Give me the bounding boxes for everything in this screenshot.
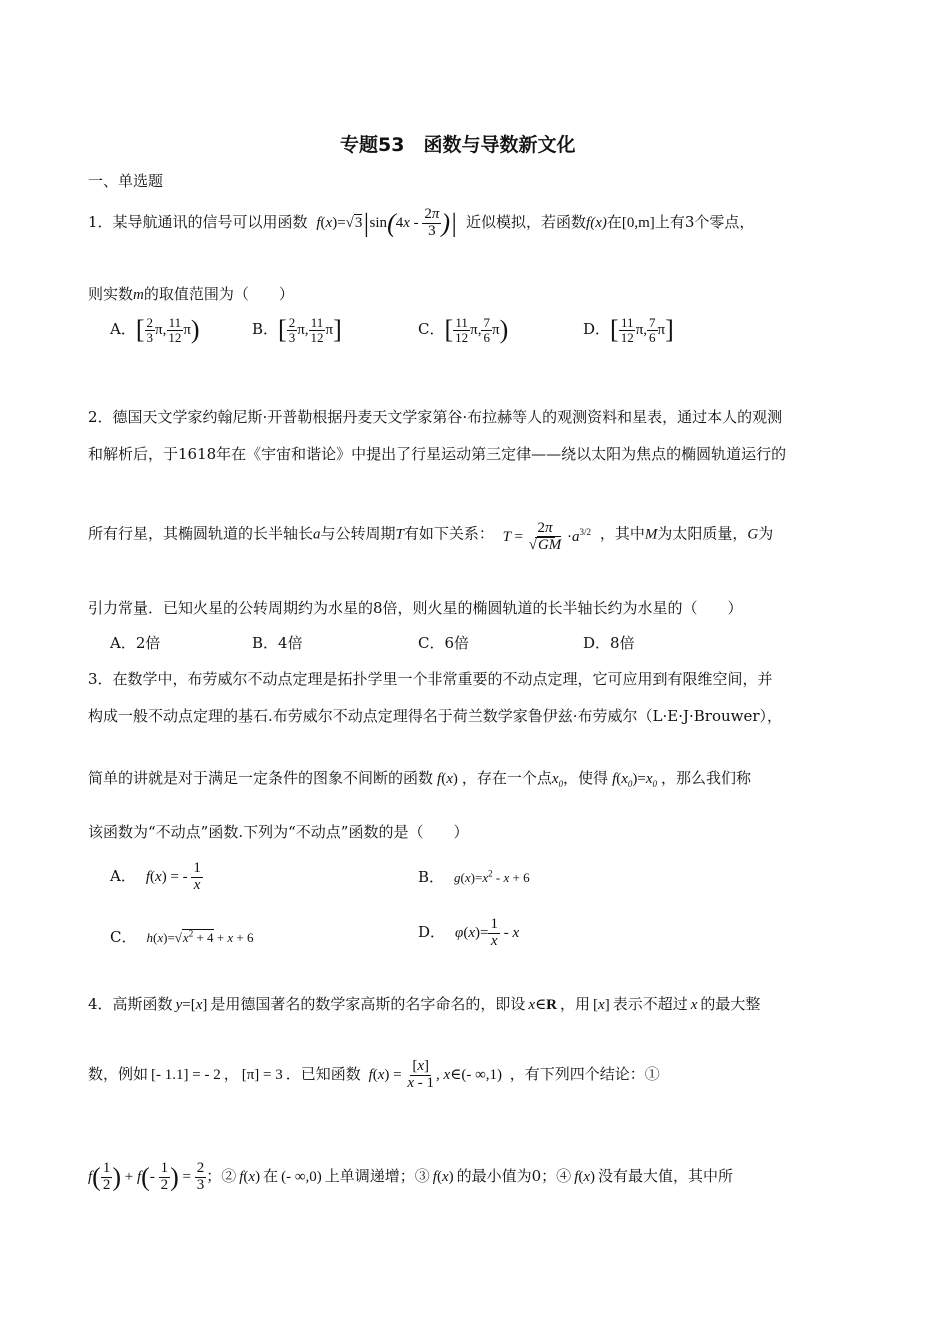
question-4-line-3: f( $\frac{1}{2}$ ) + f(- $\frac{1}{2}$ ) = $\frac{2}{3}$ ；② f(x) 在 (- ∞,0) 上单调递增；③ f(x) 的最小值为0；④ f(x) 没有最大值，其中所 xyxy=(88,1160,734,1194)
question-1-line-2: 则实数m的取值范围为（ ） xyxy=(88,285,294,303)
question-1-line-1: 1．某导航通讯的信号可以用函数 f(x)=√3|sin(4x - $\frac{2\pi}{3}$ )| 近似模拟，若函数f(x)在[0,m]上有3个零点， xyxy=(88,202,754,243)
q1-option-d[interactable]: D．[ $\frac{11}{12}$ π, $\frac{7}{6}$ π] xyxy=(583,315,674,345)
question-3-line-3: 简单的讲就是对于满足一定条件的图象不间断的函数 f(x) ，存在一个点$x_0$，使得 $f(x_0)=x_0$ ，那么我们称 xyxy=(88,769,752,789)
question-1-options xyxy=(110,316,870,362)
question-3-line-2: 构成一般不动点定理的基石.布劳威尔不动点定理得名于荷兰数学家鲁伊兹·布劳威尔（L·E·J·Brouwer）， xyxy=(88,707,783,725)
q2-kepler-formula: T = $\frac{2\pi}{√GM}$ $\cdot a^{3/2}$ xyxy=(502,520,592,554)
question-1-number: 1． xyxy=(88,213,113,231)
q1-option-b[interactable]: B．[ $\frac{2}{3}$ π, $\frac{11}{12}$ π] xyxy=(252,315,342,345)
q1-option-c[interactable]: C．[ $\frac{11}{12}$ π, $\frac{7}{6}$ π) xyxy=(418,315,509,345)
section-heading: 一、单选题 xyxy=(88,172,164,190)
question-2-line-2: 和解析后，于1618年在《宇宙和谐论》中提出了行星运动第三定律——绕以太阳为焦点的椭圆轨道运行的 xyxy=(88,445,787,463)
q1-function-formula: f(x)=√3|sin(4x - $\frac{2\pi}{3}$ )| xyxy=(316,206,458,240)
q2-option-d[interactable]: D．8倍 xyxy=(583,634,635,652)
q3-option-d[interactable]: D． φ(x)= $\frac{1}{x}$ - x xyxy=(418,916,520,950)
question-3-line-1: 3．在数学中，布劳威尔不动点定理是拓扑学里一个非常重要的不动点定理，它可应用到有限维空间，并 xyxy=(88,670,773,688)
question-4-line-1: 4．高斯函数 y=[x] 是用德国著名的数学家高斯的名字命名的，即设 x∈R ，用 [x] 表示不超过 x 的最大整 xyxy=(88,995,761,1013)
question-2-number: 2． xyxy=(88,408,113,426)
question-2-line-1: 2．德国天文学家约翰尼斯·开普勒根据丹麦天文学家第谷·布拉赫等人的观测资料和星表，通过本人的观测 xyxy=(88,408,783,426)
question-2-line-3: 所有行星，其椭圆轨道的长半轴长a与公转周期T有如下关系： T = $\frac{2\pi}{√GM}$ $\cdot a^{3/2}$ ，其中M为太阳质量，G为 xyxy=(88,510,773,559)
q2-option-b[interactable]: B．4倍 xyxy=(252,634,303,652)
q3-option-a[interactable]: A． f(x) = - $\frac{1}{x}$ xyxy=(110,860,201,894)
question-3-number: 3． xyxy=(88,670,113,688)
q3-option-c[interactable]: C． $h(x)=√x^2 + 4 + x + 6$ xyxy=(110,928,254,946)
question-4-number: 4． xyxy=(88,995,113,1013)
question-3-line-4: 该函数为“不动点”函数.下列为“不动点”函数的是（ ） xyxy=(88,823,469,841)
q3-option-b[interactable]: B． $g(x)=x^2 - x + 6$ xyxy=(418,868,530,886)
q2-option-a[interactable]: A．2倍 xyxy=(110,634,161,652)
q2-option-c[interactable]: C．6倍 xyxy=(418,634,470,652)
question-2-line-4: 引力常量．已知火星的公转周期约为水星的8倍，则火星的椭圆轨道的长半轴长约为水星的（ ） xyxy=(88,599,743,617)
q1-option-a[interactable]: A．[ $\frac{2}{3}$ π, $\frac{11}{12}$ π) xyxy=(110,315,200,345)
page-title: 专题53 函数与导数新文化 xyxy=(340,134,576,156)
question-4-line-2: 数，例如 [- 1.1] = - 2 ， [π] = 3 ．已知函数 f(x) = $\frac{[x]}{x - 1}$ , x∈(- ∞,1) ，有下列四个结论：① xyxy=(88,1058,660,1092)
